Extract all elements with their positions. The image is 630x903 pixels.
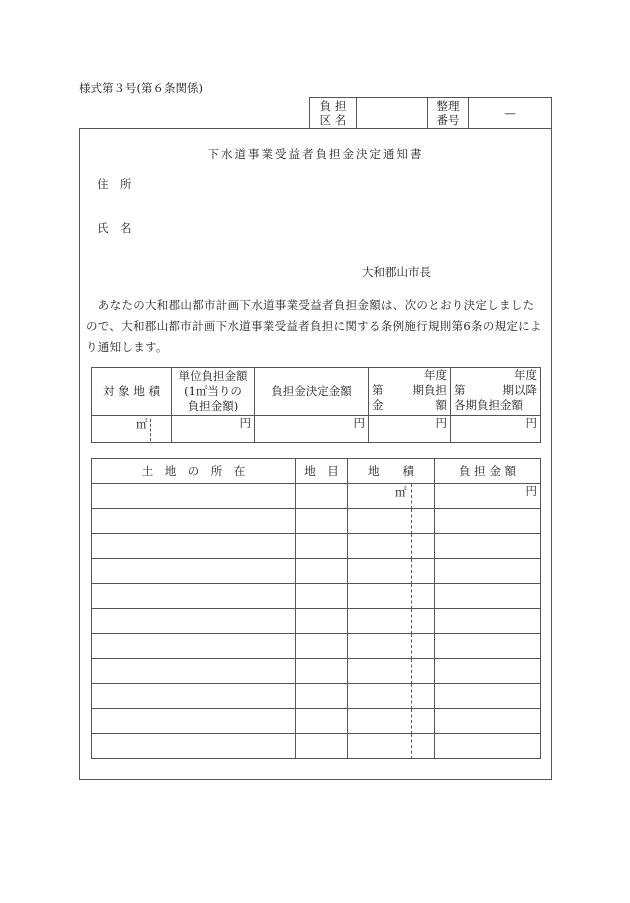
location-cell <box>92 734 296 759</box>
land-category-cell <box>296 659 348 684</box>
decided-amount-cell: 円 <box>255 416 369 443</box>
table-row <box>92 659 541 684</box>
charge-amount-cell <box>435 734 541 759</box>
charge-amount-cell <box>435 609 541 634</box>
charge-amount-cell <box>435 634 541 659</box>
land-category-cell <box>296 709 348 734</box>
location-cell <box>92 584 296 609</box>
land-category-cell <box>296 609 348 634</box>
land-category-cell <box>296 534 348 559</box>
charge-amount-cell <box>435 584 541 609</box>
divider <box>411 534 412 559</box>
table-row <box>92 684 541 709</box>
land-area-cell <box>348 609 435 634</box>
ref-label: 整理 番号 <box>428 98 469 129</box>
land-category-cell <box>296 734 348 759</box>
land-category-cell <box>296 684 348 709</box>
document-title: 下水道事業受益者負担金決定通知書 <box>207 147 424 161</box>
summary-table <box>91 367 541 443</box>
location-cell <box>92 559 296 584</box>
header-location: 土 地 の 所 在 <box>92 459 296 484</box>
header-later-amount: 年度 第 期以降 各期負担金額 <box>451 368 541 416</box>
district-label: 負 担 区 名 <box>310 98 357 129</box>
location-cell <box>92 684 296 709</box>
form-number: 様式第３号(第６条関係) <box>79 81 203 95</box>
charge-amount-cell <box>435 709 541 734</box>
table-row <box>92 509 541 534</box>
charge-amount-cell: 円 <box>435 484 541 509</box>
period-amount-cell: 円 <box>369 416 451 443</box>
land-area-cell <box>348 709 435 734</box>
header-area: 対 象 地 積 <box>92 368 172 416</box>
divider <box>411 659 412 684</box>
charge-amount-cell <box>435 509 541 534</box>
charge-amount-cell <box>435 534 541 559</box>
location-cell <box>92 609 296 634</box>
location-cell <box>92 709 296 734</box>
divider <box>411 684 412 709</box>
divider <box>411 484 412 509</box>
table-row <box>92 734 541 759</box>
land-category-cell <box>296 559 348 584</box>
land-area-cell <box>348 659 435 684</box>
divider <box>411 584 412 609</box>
issuer: 大和郡山市長 <box>362 265 431 279</box>
header-period-amount: 年度 第 期負担 金 額 <box>369 368 451 416</box>
unit-amount-cell: 円 <box>172 416 255 443</box>
divider <box>411 509 412 534</box>
land-category-cell <box>296 634 348 659</box>
land-area-cell <box>348 634 435 659</box>
land-table <box>91 458 541 759</box>
table-row <box>92 559 541 584</box>
location-cell <box>92 484 296 509</box>
land-area-cell <box>348 509 435 534</box>
table-row <box>92 709 541 734</box>
table-row <box>92 484 541 509</box>
table-row <box>92 584 541 609</box>
header-decided-amount: 負担金決定金額 <box>255 368 369 416</box>
land-category-cell <box>296 484 348 509</box>
land-area-cell <box>348 734 435 759</box>
name-label: 氏 名 <box>97 221 132 235</box>
charge-amount-cell <box>435 659 541 684</box>
land-category-cell <box>296 584 348 609</box>
charge-amount-cell <box>435 684 541 709</box>
address-label: 住 所 <box>97 177 132 191</box>
land-area-cell <box>348 684 435 709</box>
table-row <box>92 634 541 659</box>
land-area-cell <box>348 484 435 509</box>
divider <box>411 709 412 734</box>
location-cell <box>92 659 296 684</box>
header-table <box>309 97 552 129</box>
area-cell: ㎡ <box>92 416 172 443</box>
header-unit-amount: 単位負担金額 (1㎡当りの 負担金額) <box>172 368 255 416</box>
table-row <box>92 534 541 559</box>
location-cell <box>92 634 296 659</box>
land-area-cell <box>348 534 435 559</box>
land-category-cell <box>296 509 348 534</box>
location-cell <box>92 509 296 534</box>
body-text: あなたの大和郡山都市計画下水道事業受益者負担金額は、次のとおり決定しましたので、大和郡山都市計画下水道事業受益者負担に関する条例施行規則第6条の規定により通知します。 <box>86 298 542 354</box>
later-amount-cell: 円 <box>451 416 541 443</box>
divider <box>411 634 412 659</box>
divider <box>411 559 412 584</box>
land-area-cell <box>348 559 435 584</box>
land-area-cell <box>348 584 435 609</box>
unit-sqm: ㎡ <box>395 485 407 499</box>
header-land-area: 地 積 <box>348 459 435 484</box>
table-row <box>92 609 541 634</box>
charge-amount-cell <box>435 559 541 584</box>
district-value <box>357 98 428 129</box>
divider <box>411 609 412 634</box>
header-land-category: 地 目 <box>296 459 348 484</box>
location-cell <box>92 534 296 559</box>
ref-value: — <box>469 98 552 129</box>
divider <box>411 734 412 759</box>
header-charge-amount: 負 担 金 額 <box>435 459 541 484</box>
